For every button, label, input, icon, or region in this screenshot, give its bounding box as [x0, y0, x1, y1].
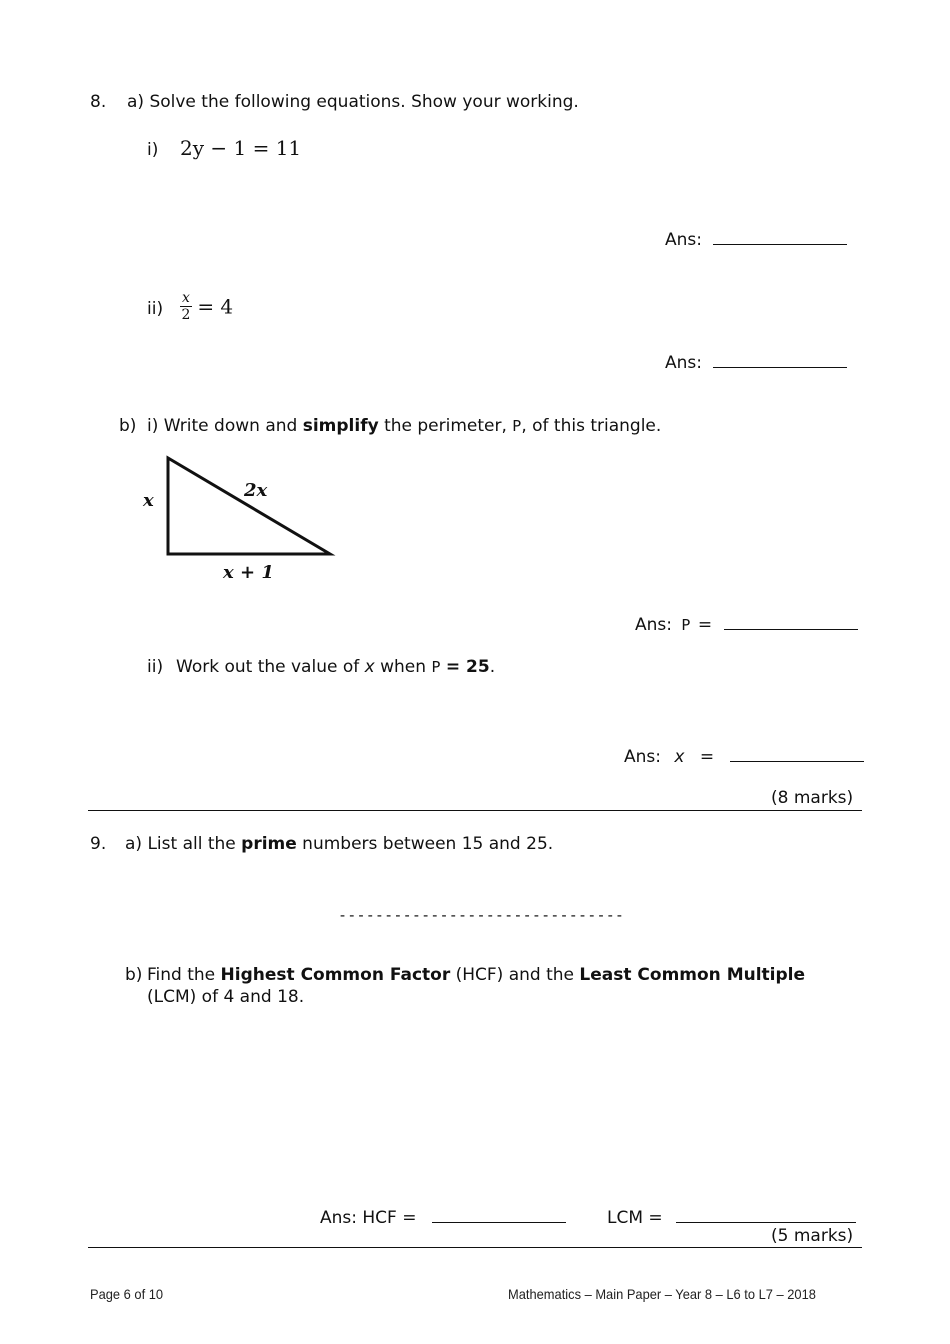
q9b-label: b) [125, 965, 143, 985]
text: the perimeter, [378, 416, 513, 436]
q8-marks: (8 marks) [771, 788, 854, 808]
text: a) List all the [125, 834, 242, 854]
perimeter-symbol: P [681, 616, 691, 634]
text: (HCF) and the [450, 965, 580, 985]
bold-text: Highest Common Factor [220, 965, 451, 985]
q8ai-label: i) [147, 140, 159, 160]
text: when [374, 657, 432, 677]
q9-number: 9. [90, 834, 107, 854]
lcm-blank[interactable] [676, 1206, 856, 1223]
perimeter-symbol: P [431, 658, 441, 676]
answer-label: Ans: [665, 230, 702, 250]
footer-title: Mathematics – Main Paper – Year 8 – L6 to L7 – 2018 [508, 1286, 816, 1302]
q8ai-equation: 2y − 1 = 11 [180, 136, 302, 160]
q9b-lcm-answer [607, 1206, 856, 1228]
q8-number: 8. [90, 92, 107, 112]
section-divider [88, 810, 862, 811]
q9b-instruction-line1 [147, 965, 805, 985]
answer-blank[interactable] [713, 228, 847, 245]
text: Find the [147, 965, 221, 985]
bold-text: simplify [302, 416, 379, 436]
q8bii-instruction [176, 657, 495, 677]
q8ai-answer [665, 228, 847, 250]
answer-label: Ans: [624, 747, 661, 767]
q9b-hcf-answer [320, 1206, 566, 1228]
hcf-blank[interactable] [432, 1206, 566, 1223]
triangle-side-left: x [143, 490, 154, 511]
section-divider [88, 1247, 862, 1248]
q8aii-answer [665, 351, 847, 373]
q8bii-answer [624, 745, 864, 767]
answer-label: Ans: [665, 353, 702, 373]
q8aii-equation [180, 290, 233, 323]
fraction [180, 290, 192, 323]
text: numbers between 15 and 25. [296, 834, 554, 854]
q8bi-answer [635, 613, 858, 635]
q9b-instruction-line2: (LCM) of 4 and 18. [147, 987, 305, 1007]
answer-blank[interactable] [730, 745, 864, 762]
text: Work out the value of [176, 657, 365, 677]
fraction-numerator: x [182, 290, 190, 306]
equation-right: = 4 [197, 294, 234, 319]
q9a-instruction [125, 834, 553, 854]
answer-blank[interactable] [713, 351, 847, 368]
q8aii-label: ii) [147, 299, 164, 319]
hcf-label: Ans: HCF = [320, 1208, 417, 1228]
lcm-label: LCM = [607, 1208, 663, 1228]
answer-label: Ans: [635, 615, 672, 635]
fraction-denominator: 2 [181, 307, 191, 323]
variable-x: x [674, 747, 685, 767]
equals-sign: = [699, 747, 715, 767]
q8a-instruction: a) Solve the following equations. Show your working. [127, 92, 579, 112]
q8b-label: b) [119, 416, 137, 436]
text: , of this triangle. [521, 416, 662, 436]
footer-page-number: Page 6 of 10 [90, 1286, 164, 1302]
text: i) Write down and [147, 416, 303, 436]
q9-marks: (5 marks) [771, 1226, 854, 1246]
bold-text: prime [241, 834, 297, 854]
triangle-side-base: x + 1 [223, 562, 274, 583]
answer-blank[interactable] [724, 613, 858, 630]
bold-text: Least Common Multiple [579, 965, 806, 985]
text: . [489, 657, 496, 677]
triangle-shape [168, 458, 330, 554]
variable-x: x [364, 657, 375, 677]
q8bi-instruction [147, 416, 661, 436]
q8bii-label: ii) [147, 657, 164, 677]
equals-sign: = [697, 615, 713, 635]
q9a-answer-line[interactable]: ------------------------------- [338, 906, 625, 924]
triangle-side-hypotenuse: 2x [244, 480, 268, 501]
perimeter-symbol: P [512, 417, 522, 435]
bold-text: = 25 [445, 657, 490, 677]
